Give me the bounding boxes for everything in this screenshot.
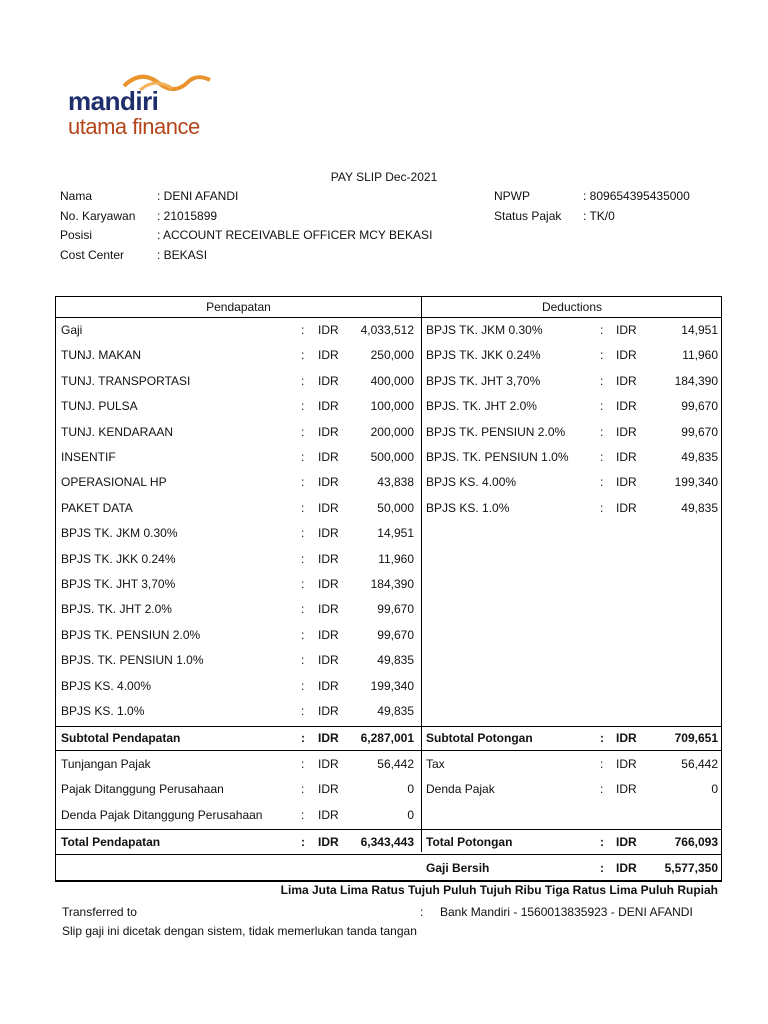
deduction-row <box>422 422 722 442</box>
income-row <box>56 599 421 619</box>
row-separator: : <box>600 782 604 797</box>
deduction-header: Deductions <box>541 300 603 314</box>
income-row <box>56 422 421 442</box>
row-value: 250,000 <box>370 348 414 363</box>
row-label: OPERASIONAL HP <box>61 475 167 490</box>
row-currency: IDR <box>318 450 339 464</box>
row-currency: IDR <box>318 526 339 541</box>
row-separator: : <box>600 399 604 414</box>
company-logo <box>66 72 226 142</box>
deduction-row <box>422 472 722 492</box>
row-currency: IDR <box>318 373 339 388</box>
row-currency: IDR <box>616 450 637 464</box>
row-label: BPJS KS. 1.0% <box>426 500 510 515</box>
row-separator: : <box>301 475 305 490</box>
row-value: 49,835 <box>681 500 718 515</box>
income-row <box>56 549 421 569</box>
row-separator: : <box>301 424 305 439</box>
info-value: : 21015899 <box>157 208 218 223</box>
row-value: 199,340 <box>674 475 718 490</box>
row-currency: IDR <box>318 653 339 668</box>
row-label: BPJS. TK. JHT 2.0% <box>426 399 537 414</box>
income-row <box>56 345 421 365</box>
income-column <box>56 297 421 849</box>
row-value: 99,670 <box>681 424 718 439</box>
row-label: Gaji <box>61 323 83 337</box>
row-value: 49,835 <box>377 704 414 718</box>
row-value: 766,093 <box>674 835 718 849</box>
row-separator: : <box>600 757 604 771</box>
row-separator: : <box>301 323 305 337</box>
row-separator: : <box>600 475 604 490</box>
row-separator: : <box>600 348 604 363</box>
info-row-cost-center <box>60 246 432 266</box>
row-label: Subtotal Potongan <box>426 731 533 745</box>
row-separator: : <box>600 731 604 745</box>
row-currency: IDR <box>616 424 637 439</box>
row-separator: : <box>301 500 305 515</box>
row-currency: IDR <box>616 500 637 515</box>
row-label: Total Pendapatan <box>61 835 161 849</box>
row-value: 11,960 <box>378 551 414 566</box>
row-currency: IDR <box>318 757 339 771</box>
row-label: TUNJ. PULSA <box>61 399 138 414</box>
income-row <box>56 676 421 696</box>
row-currency: IDR <box>318 704 339 718</box>
subtotal-bottom-divider <box>56 750 721 751</box>
income-row <box>56 371 421 391</box>
row-label: BPJS TK. PENSIUN 2.0% <box>426 424 566 439</box>
income-header: Pendapatan <box>206 300 271 314</box>
row-value: 0 <box>407 807 414 822</box>
row-label: Subtotal Pendapatan <box>61 731 181 745</box>
row-value: 99,670 <box>377 602 414 617</box>
deduction-row <box>422 447 722 467</box>
income-extra-row <box>56 779 421 799</box>
row-value: 500,000 <box>370 450 414 464</box>
row-value: 184,390 <box>674 373 718 388</box>
row-label: BPJS TK. JKK 0.24% <box>61 551 176 566</box>
row-currency: IDR <box>616 475 637 490</box>
row-label: BPJS KS. 4.00% <box>61 678 152 693</box>
row-label: Tunjangan Pajak <box>61 757 151 771</box>
row-label: BPJS TK. JHT 3,70% <box>426 373 541 388</box>
row-label: INSENTIF <box>61 450 116 464</box>
row-currency: IDR <box>318 399 339 414</box>
info-label: Cost Center <box>60 247 125 262</box>
deduction-row <box>422 371 722 391</box>
row-currency: IDR <box>318 424 339 439</box>
row-currency: IDR <box>318 577 339 591</box>
row-currency: IDR <box>616 323 637 337</box>
row-separator: : <box>600 861 604 875</box>
row-label: BPJS. TK. JHT 2.0% <box>61 602 172 617</box>
row-separator: : <box>301 627 305 642</box>
subtotal-top-divider <box>56 726 721 727</box>
row-currency: IDR <box>616 757 637 771</box>
subtotal-income-row <box>56 728 421 748</box>
row-currency: IDR <box>616 399 637 414</box>
row-value: 184,390 <box>370 577 414 591</box>
row-separator: : <box>301 678 305 693</box>
row-currency: IDR <box>616 348 637 363</box>
info-label: NPWP <box>494 189 530 203</box>
deduction-row <box>422 396 722 416</box>
employee-info-right <box>494 187 690 226</box>
row-currency: IDR <box>616 861 637 875</box>
info-row-employee-id <box>60 207 432 227</box>
row-label: BPJS KS. 4.00% <box>426 475 517 490</box>
transfer-account: : Bank Mandiri - 1560013835923 - DENI AFANDI <box>420 905 693 919</box>
row-separator: : <box>301 807 305 822</box>
row-value: 11,960 <box>682 348 718 363</box>
row-label: BPJS TK. PENSIUN 2.0% <box>61 627 201 642</box>
row-value: 199,340 <box>370 678 414 693</box>
info-value: : BEKASI <box>157 247 208 262</box>
deduction-row <box>422 320 722 340</box>
income-row <box>56 320 421 340</box>
row-value: 200,000 <box>370 424 414 439</box>
info-row-tax-status <box>494 207 690 227</box>
transfer-label: Transferred to <box>62 905 137 919</box>
amount-in-words: Lima Juta Lima Ratus Tujuh Puluh Tujuh Ribu Tiga Ratus Lima Puluh Rupiah <box>280 883 718 897</box>
row-separator: : <box>301 835 305 849</box>
row-separator: : <box>301 782 305 797</box>
row-value: 99,670 <box>681 399 718 414</box>
info-row-name <box>60 187 432 207</box>
info-row-npwp <box>494 187 690 207</box>
total-bottom-divider <box>56 854 721 855</box>
row-value: 56,442 <box>377 757 414 771</box>
row-separator: : <box>301 399 305 414</box>
row-label: BPJS TK. JKM 0.30% <box>426 323 543 337</box>
income-row <box>56 447 421 467</box>
footer-note: Slip gaji ini dicetak dengan sistem, tidak memerlukan tanda tangan <box>62 924 417 938</box>
row-separator: : <box>301 731 305 745</box>
row-value: 50,000 <box>377 500 414 515</box>
row-currency: IDR <box>318 602 339 617</box>
row-label: Pajak Ditanggung Perusahaan <box>61 782 224 797</box>
row-value: 100,000 <box>370 399 414 414</box>
deduction-row <box>422 345 722 365</box>
deduction-extra-row <box>422 779 722 799</box>
row-label: TUNJ. MAKAN <box>61 348 142 363</box>
income-row <box>56 574 421 594</box>
total-deduction-row <box>422 832 722 852</box>
row-label: Tax <box>426 757 445 771</box>
row-currency: IDR <box>318 500 339 515</box>
row-currency: IDR <box>318 348 339 363</box>
row-separator: : <box>301 450 305 464</box>
row-value: 43,838 <box>377 475 414 490</box>
row-currency: IDR <box>616 373 637 388</box>
row-currency: IDR <box>318 731 339 745</box>
info-label: No. Karyawan <box>60 208 136 223</box>
row-label: BPJS KS. 1.0% <box>61 704 145 718</box>
row-currency: IDR <box>318 323 339 337</box>
income-row <box>56 523 421 543</box>
total-top-divider <box>56 829 721 830</box>
logo-text-mandiri: mandiri <box>68 86 159 116</box>
row-value: 6,343,443 <box>360 835 414 849</box>
info-label: Status Pajak <box>494 208 562 223</box>
row-separator: : <box>301 348 305 363</box>
row-currency: IDR <box>318 782 339 797</box>
row-label: BPJS TK. JHT 3,70% <box>61 577 176 591</box>
row-separator: : <box>301 551 305 566</box>
net-pay-row <box>422 858 722 878</box>
row-value: 14,951 <box>681 323 718 337</box>
row-value: 99,670 <box>377 627 414 642</box>
info-label: Nama <box>60 189 93 203</box>
row-currency: IDR <box>318 551 339 566</box>
income-row <box>56 650 421 670</box>
payslip-table <box>55 296 722 882</box>
row-label: Denda Pajak <box>426 782 495 797</box>
row-currency: IDR <box>318 807 339 822</box>
deduction-extra-row <box>422 754 722 774</box>
row-separator: : <box>301 526 305 541</box>
row-label: TUNJ. TRANSPORTASI <box>61 373 191 388</box>
row-separator: : <box>600 373 604 388</box>
income-row <box>56 625 421 645</box>
row-value: 56,442 <box>681 757 718 771</box>
row-value: 14,951 <box>377 526 414 541</box>
info-label: Posisi <box>60 228 93 242</box>
row-separator: : <box>301 704 305 718</box>
row-value: 49,835 <box>681 450 718 464</box>
income-row <box>56 396 421 416</box>
info-row-position <box>60 226 432 246</box>
row-currency: IDR <box>318 627 339 642</box>
row-currency: IDR <box>318 835 339 849</box>
row-value: 4,033,512 <box>360 323 414 337</box>
row-label: Denda Pajak Ditanggung Perusahaan <box>61 807 263 822</box>
row-currency: IDR <box>616 731 637 745</box>
row-value: 709,651 <box>674 731 718 745</box>
row-label: Gaji Bersih <box>426 861 490 875</box>
row-value: 6,287,001 <box>360 731 414 745</box>
row-label: TUNJ. KENDARAAN <box>61 424 174 439</box>
info-value: : DENI AFANDI <box>157 189 239 203</box>
row-separator: : <box>301 577 305 591</box>
row-currency: IDR <box>318 678 339 693</box>
income-row <box>56 472 421 492</box>
income-extra-row <box>56 805 421 825</box>
row-value: 0 <box>711 782 718 797</box>
row-value: 49,835 <box>377 653 414 668</box>
income-row <box>56 498 421 518</box>
income-extra-row <box>56 754 421 774</box>
row-label: BPJS. TK. PENSIUN 1.0% <box>61 653 204 668</box>
row-separator: : <box>600 424 604 439</box>
row-label: BPJS TK. JKM 0.30% <box>61 526 178 541</box>
row-separator: : <box>600 500 604 515</box>
row-value: 0 <box>407 782 414 797</box>
page-title: PAY SLIP Dec-2021 <box>330 170 438 184</box>
row-value: 5,577,350 <box>664 861 718 875</box>
info-value: : TK/0 <box>583 208 615 223</box>
row-label: PAKET DATA <box>61 500 133 515</box>
deduction-row <box>422 498 722 518</box>
row-currency: IDR <box>318 475 339 490</box>
row-separator: : <box>600 450 604 464</box>
row-separator: : <box>301 373 305 388</box>
row-separator: : <box>600 835 604 849</box>
row-separator: : <box>301 602 305 617</box>
logo-text-utama-finance: utama finance <box>68 114 200 139</box>
row-currency: IDR <box>616 835 637 849</box>
row-label: Total Potongan <box>426 835 513 849</box>
row-value: 400,000 <box>370 373 414 388</box>
employee-info-left <box>60 187 432 265</box>
total-income-row <box>56 832 421 852</box>
deduction-column <box>422 297 722 875</box>
row-label: BPJS TK. JKK 0.24% <box>426 348 541 363</box>
row-currency: IDR <box>616 782 637 797</box>
subtotal-deduction-row <box>422 728 722 748</box>
row-separator: : <box>600 323 604 337</box>
info-value: : 809654395435000 <box>583 189 690 203</box>
row-separator: : <box>301 653 305 668</box>
info-value: : ACCOUNT RECEIVABLE OFFICER MCY BEKASI <box>157 228 433 242</box>
row-label: BPJS. TK. PENSIUN 1.0% <box>426 450 569 464</box>
income-row <box>56 701 421 721</box>
row-separator: : <box>301 757 305 771</box>
